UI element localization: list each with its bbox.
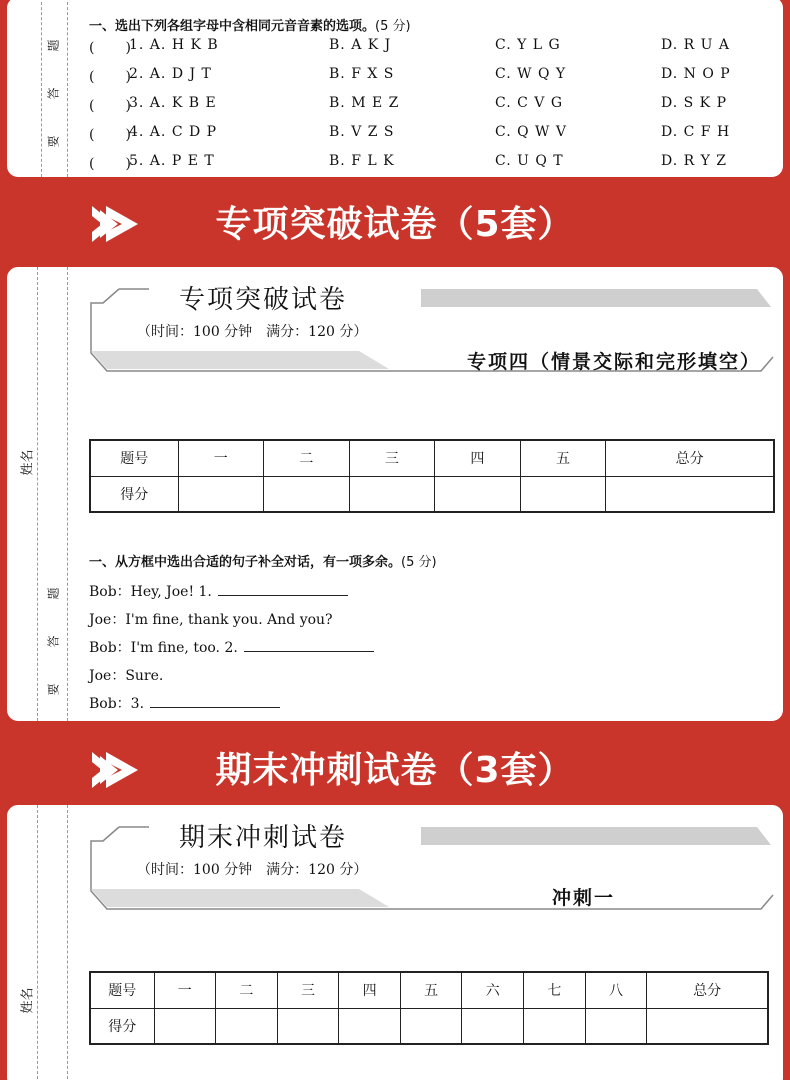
answer-bracket[interactable]: ( )	[89, 98, 132, 114]
option-num: 5. A. P E T	[129, 153, 215, 169]
answer-blank[interactable]	[218, 582, 348, 596]
question-title	[89, 15, 411, 34]
option-c: C. C V G	[495, 95, 564, 111]
score-cell[interactable]	[647, 1008, 768, 1044]
question-title	[89, 551, 437, 570]
option-row	[89, 124, 763, 144]
option-d: D. R U A	[661, 37, 730, 53]
exam-card-3	[4, 802, 786, 1080]
dialogue-text: Joe：Sure.	[89, 668, 164, 684]
option-d: D. R Y Z	[661, 153, 728, 169]
option-b: B. F X S	[329, 66, 395, 82]
option-num: 2. A. D J T	[129, 66, 212, 82]
answer-bracket[interactable]: ( )	[89, 127, 132, 143]
dialogue-line	[89, 581, 348, 601]
score-cell[interactable]	[339, 1008, 401, 1044]
margin-char: 要	[46, 683, 61, 696]
margin-char: 答	[46, 635, 61, 648]
table-header-cell: 四	[435, 440, 521, 476]
name-label: 姓名	[20, 987, 36, 1014]
binding-line	[67, 805, 68, 1080]
answer-blank[interactable]	[150, 694, 280, 708]
table-header-cell: 三	[349, 440, 435, 476]
binding-line	[41, 0, 42, 177]
section-banner	[0, 186, 790, 256]
option-num: 4. A. C D P	[129, 124, 218, 140]
option-c: C. Y L G	[495, 37, 561, 53]
table-header-row	[90, 972, 768, 1008]
double-chevron-icon	[92, 752, 142, 788]
option-c: C. Q W V	[495, 124, 567, 140]
exam-title: 期末冲刺试卷	[179, 823, 348, 853]
margin-char: 题	[46, 39, 61, 52]
score-label: 得分	[90, 1008, 154, 1044]
exam-section: 冲刺一	[551, 887, 615, 909]
banner-title: 专项突破试卷（5套）	[215, 203, 575, 245]
table-header-cell: 一	[154, 972, 216, 1008]
table-header-cell: 一	[178, 440, 264, 476]
option-row	[89, 95, 763, 115]
option-d: D. S K P	[661, 95, 727, 111]
exam-time-score: （时间：100 分钟 满分：120 分）	[137, 324, 368, 340]
table-header-cell: 五	[400, 972, 462, 1008]
answer-blank[interactable]	[244, 638, 374, 652]
score-cell[interactable]	[435, 476, 521, 512]
dialogue-line	[89, 693, 280, 713]
score-cell[interactable]	[277, 1008, 339, 1044]
question-points: (5 分)	[375, 19, 411, 34]
dialogue-text: Bob：Hey, Joe! 1.	[89, 584, 212, 600]
margin-char: 答	[46, 87, 61, 100]
binding-margin	[7, 267, 69, 721]
table-header-cell: 二	[216, 972, 278, 1008]
score-cell[interactable]	[154, 1008, 216, 1044]
margin-char: 要	[46, 135, 61, 148]
score-cell[interactable]	[520, 476, 606, 512]
score-cell[interactable]	[400, 1008, 462, 1044]
option-row	[89, 37, 763, 57]
table-header-cell: 八	[585, 972, 647, 1008]
dialogue-line	[89, 637, 374, 657]
dialogue-text: Bob：3.	[89, 696, 145, 712]
question-points: (5 分)	[401, 555, 437, 570]
exam-title: 专项突破试卷	[179, 285, 348, 315]
table-score-row	[90, 476, 774, 512]
exam-card-2	[4, 264, 786, 724]
table-header-cell: 六	[462, 972, 524, 1008]
option-d: D. C F H	[661, 124, 731, 140]
score-table	[89, 971, 769, 1045]
option-b: B. V Z S	[329, 124, 395, 140]
exam-header	[89, 815, 775, 911]
dialogue-line	[89, 665, 163, 685]
exam-card-1	[4, 0, 786, 180]
table-score-row	[90, 1008, 768, 1044]
binding-margin	[7, 0, 69, 177]
option-b: B. F L K	[329, 153, 395, 169]
option-row	[89, 153, 763, 173]
table-header-cell: 总分	[606, 440, 774, 476]
option-num: 3. A. K B E	[129, 95, 217, 111]
answer-bracket[interactable]: ( )	[89, 40, 132, 56]
score-cell[interactable]	[178, 476, 264, 512]
option-d: D. N O P	[661, 66, 731, 82]
score-cell[interactable]	[349, 476, 435, 512]
table-header-row	[90, 440, 774, 476]
binding-margin	[7, 805, 69, 1080]
dialogue-line	[89, 609, 333, 629]
table-header-cell: 三	[277, 972, 339, 1008]
table-header-cell: 题号	[90, 440, 178, 476]
option-b: B. M E Z	[329, 95, 400, 111]
double-chevron-icon	[92, 206, 142, 242]
answer-bracket[interactable]: ( )	[89, 156, 132, 172]
dialogue-text: Joe：I'm fine, thank you. And you?	[89, 612, 333, 628]
score-cell[interactable]	[606, 476, 774, 512]
table-header-cell: 二	[264, 440, 350, 476]
exam-section: 专项四（情景交际和完形填空）	[466, 351, 761, 373]
answer-bracket[interactable]: ( )	[89, 69, 132, 85]
table-header-cell: 总分	[647, 972, 768, 1008]
score-table	[89, 439, 775, 513]
table-header-cell: 七	[524, 972, 586, 1008]
option-num: 1. A. H K B	[129, 37, 219, 53]
question-text: 一、从方框中选出合适的句子补全对话，有一项多余。	[89, 555, 402, 570]
binding-line	[67, 267, 68, 721]
banner-title: 期末冲刺试卷（3套）	[215, 749, 575, 791]
score-cell[interactable]	[264, 476, 350, 512]
name-label: 姓名	[20, 449, 36, 476]
score-label: 得分	[90, 476, 178, 512]
score-cell[interactable]	[585, 1008, 647, 1044]
option-b: B. A K J	[329, 37, 392, 53]
table-header-cell: 五	[520, 440, 606, 476]
question-text: 一、选出下列各组字母中含相同元音音素的选项。	[89, 19, 376, 34]
score-cell[interactable]	[462, 1008, 524, 1044]
binding-line	[37, 267, 38, 721]
option-c: C. U Q T	[495, 153, 564, 169]
binding-line	[67, 0, 68, 177]
table-header-cell: 题号	[90, 972, 154, 1008]
exam-header	[89, 277, 775, 373]
score-cell[interactable]	[216, 1008, 278, 1044]
option-c: C. W Q Y	[495, 66, 567, 82]
score-cell[interactable]	[524, 1008, 586, 1044]
dialogue-text: Bob：I'm fine, too. 2.	[89, 640, 238, 656]
binding-line	[37, 805, 38, 1080]
table-header-cell: 四	[339, 972, 401, 1008]
option-row	[89, 66, 763, 86]
margin-char: 题	[46, 587, 61, 600]
exam-time-score: （时间：100 分钟 满分：120 分）	[137, 862, 368, 878]
section-banner	[0, 732, 790, 802]
